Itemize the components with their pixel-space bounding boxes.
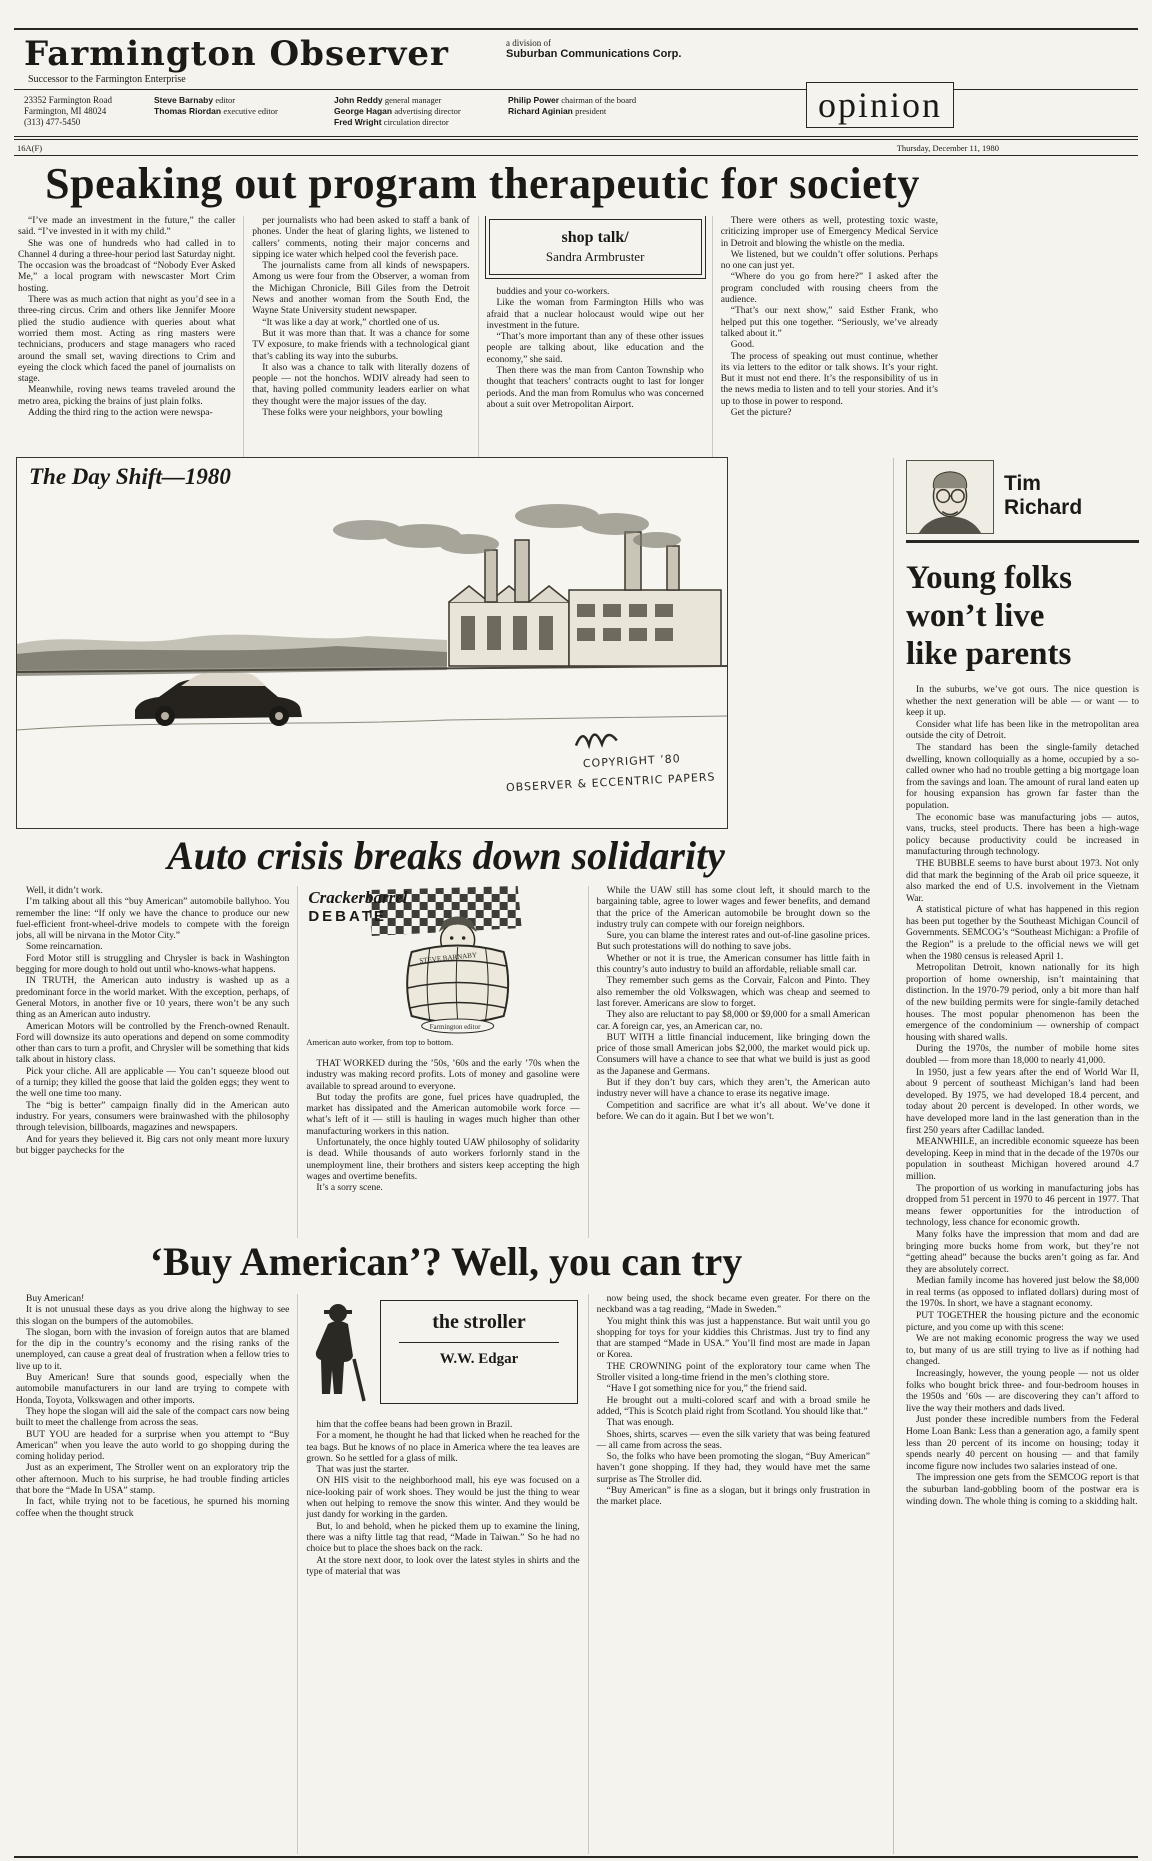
article1-headline: Speaking out program therapeutic for society [45,159,920,208]
columnist-photo [906,460,994,534]
staff-name: Steve Barnaby [154,95,214,105]
cartoon-signature [504,728,716,794]
division-line1: a division of [506,38,551,48]
staff-column-managers [334,95,461,128]
crackerbarrel-line1: Crackerbarrel [308,888,408,907]
page-marker: 16A(F) [17,143,43,153]
staff-role: editor [215,95,236,105]
division-note [506,38,681,60]
article3-col2 [297,1294,587,1854]
shop-talk-author: Sandra Armbruster [545,249,645,264]
stroller-label-box [380,1300,577,1404]
staff-line [154,95,278,106]
stroller-author: W.W. Edgar [439,1351,519,1367]
dateline-row [14,142,1138,156]
barrel-name-text: STEVE BARNABY [419,950,478,965]
newspaper-subtitle: Successor to the Farmington Enterprise [28,74,186,85]
shop-talk-box [489,219,702,275]
staff-role: executive editor [223,106,278,116]
masthead [14,28,1138,140]
publisher-address [24,95,112,128]
article3-columns [16,1294,878,1854]
staff-role: president [575,106,607,116]
bottom-page-rule [14,1856,1138,1858]
staff-name: Fred Wright [334,117,382,127]
address-line: Farmington, MI 48024 [24,106,107,116]
staff-role: general manager [384,95,442,105]
staff-role: chairman of the board [561,95,637,105]
editorial-cartoon [16,457,728,829]
staff-line [334,106,461,117]
tim-column-body: In the suburbs, we’ve got ours. The nice question is whether the next generation will be able — or want — to keep it up. Consider what life has been like in the metropolitan area outside the city of Detroit. The standard has been the single-family detached dwelling, known colloquially as a home, occupied by a so-called owner who had no trouble getting a big mortgage loan from the savings and loan. The amount of rural land eaten up for housing expansion has grown far faster than the population. The economic base was manufacturing jobs — autos, vans, trucks, steel products. There has been a high-wage policy because productivity could be increased in manufacturing through technology. THE BUBBLE seems to have burst about 1973. Not only did that mark the beginning of the Arab oil price squeeze, it also marked the end of U.S. involvement in the Vietnam War. A statistical picture of what has happened in this region has been put together by the Southeast Michigan Council of Governments. SEMCOG’s “Southeast Michigan: a Profile of the Region” is a prelude to the official news we will get when the 1980 census is released April 1. Metropolitan Detroit, known nationally for its high proportion of home ownership, isn’t maintaining that distinction. In the 1970-79 period, only a bit more than half of the new building permits were for single-family detached houses. The most popular phenomenon has been the emergence of the condominium — ownership of compact housing with shared walls. During the 1970s, the number of mobile home sites doubled — from more than 18,000 to nearly 41,000. In 1950, just a few years after the end of World War II, about 9 percent of southeast Michigan’s land had been developed. By 1975, we had developed 18.4 percent, and today about 20 percent is developed. In other words, we have developed more land in the last generation than in the first 250 years after Cadillac landed. MEANWHILE, an incredible economic squeeze has been developing. Keep in mind that in the decade of the 1970s our population in southeast Michigan hovered around 4.7 million. The proportion of us working in manufacturing jobs has dropped from 51 percent in 1970 to 46 percent in 1977. That means fewer opportunities for the introduction of technology, less chance for economic growth. Many folks have the impression that mom and dad are bringing more bucks home from work, but they’re not “getting ahead” because the bucks aren’t going as far. And they are absolutely correct. Median family income has hovered just below the $8,000 in real terms (as opposed to inflated dollars) during most of the 1970s. In short, we have a stagnant economy. PUT TOGETHER the housing picture and the economic picture, and you come up with this scene: We are not making economic progress the way we used to, but many of us are still trying to live as if nothing had changed. Increasingly, however, the young people — not us older folks who bought brick three- and four-bedroom houses in the 1950s and ’60s — are discovering they can’t afford to live the way their mothers and dads lived. Just ponder these incredible numbers from the Federal Home Loan Bank: Less than a generation ago, a family spent less than 20 percent of its income on housing; today it spends nearly 40 percent on housing — and that family income figure now includes two salaries instead of one. The impression one gets from the SEMCOG report is that the suburban land-gobbling boom of the postwar era is winding down. The whole thing is coming to a skidding halt. [906,685,1139,1507]
article3-headline: ‘Buy American’? Well, you can try [149,1239,743,1284]
tim-richard-column [906,460,1139,1853]
headline-line: won’t live [906,598,1045,634]
article2-col1: Well, it didn’t work. I’m talking about all this “buy American” automobile ballyhoo. You remember the line: “If only we have the chance to produce our new fuel-efficient front-wheel-drive models to compete with the foreign jobs, all will be nirvana in the Motor City.” Some reincarnation. Ford Motor still is struggling and Chrysler is back in Washington begging for more dough to hold out until who-knows-what happens. IN TRUTH, the American auto industry is washed up as a predominant force in the world market. With the exception, perhaps, of General Motors, in another five or 10 years, there won’t be any such thing as an American auto industry. American Motors will be controlled by the French-owned Renault. Ford will downsize its auto operations and depend on some commodity other than cars to turn a profit, and Chrysler will be something that kids talk about in history class. Pick your cliche. All are applicable — You can’t squeeze blood out of a turnip; they killed the goose that laid the golden eggs; they went to the well one time too many. The “big is better” campaign finally did in the American auto industry. For years, consumers were brainwashed with the philosophy through television, billboards, magazines and newspapers. And for years they believed it. Big cars not only meant more luxury but bigger paychecks for the [16,886,290,1156]
masthead-top-row [14,30,1138,90]
article2-col3: While the UAW still has some clout left, it should march to the bargaining table, agree to lower wages and fewer benefits, and demand that the price of the American automobile be brought down so the industry truly can compete with our foreign neighbors. Sure, you can blame the interest rates and out-of-line gasoline prices. But such protestations will do nothing to save jobs. Whether or not it is true, the American consumer has little faith in this country’s auto industry to build an affordable, reliable small car. They remember such gems as the Corvair, Falcon and Pinto. They also remember the old Volkswagen, which was cheap and seemed to last forever. Americans are slow to forget. They also are reluctant to pay $8,000 or $9,000 for a small American car. A foreign car, yes, an American car, no. BUT WITH a little financial inducement, like bringing down the price of those small American jobs $2,000, the market would pick up. Consumers will have a chance to see that what we build is just as good as the Japanese and Germans. But if they don’t buy cars, which they aren’t, the American auto industry never will have a chance to erase its negative image. Competition and sacrifice are what it’s all about. We’ve done it before. We can do it again. But I bet we won’t. [588,886,878,1238]
headline-line: like parents [906,636,1072,672]
article2-col2-text: THAT WORKED during the ’50s, ’60s and the early ’70s when the industry was making record profits. Lots of money and gasoline were available to spread around to everyone. But today the profits are gone, fuel prices have quadrupled, the market has dissipated and the American automobile work force — what’s left of it — still is hauling in wages much higher than other manufacturing workers in this nation. Unfortunately, the once highly touted UAW philosophy of solidarity is dead. While thousands of auto workers forlornly stand in the unemployment line, their brothers and sisters keep accepting the high wages and overtime benefits. It’s a sorry scene. [306,1059,580,1194]
staff-name: Richard Aginian [508,106,573,116]
staff-line [334,117,461,128]
article2-headline: Auto crisis breaks down solidarity [167,833,725,878]
address-line: 23352 Farmington Road [24,95,112,105]
masthead-info-row [14,84,1138,138]
crackerbarrel-figure [306,886,579,1034]
cartoon-credit-text: OBSERVER & ECCENTRIC PAPERS [505,770,716,795]
article1-col2: per journalists who had been asked to staff a bank of phones. Under the heat of glaring lights, we listened to callers’ comments, noting their major concerns and sipping ice water which helped cool the feverish pace. The journalists came from all kinds of newspapers. Among us were four from the Observer, a woman from the Michigan Chronicle, Bill Giles from the Detroit News and another woman from the South End, the Wayne State University student newspaper. “It was like a day at work,” chortled one of us. But it was more than that. It was a chance for some TV exposure, to make friends with a technological giant that’s cabling its way into the suburbs. It also was a chance to talk with literally dozens of people — not the honchos. WDIV already had seen to that, having polled community leaders earlier on what they thought were the major issues of the day. These folks were your neighbors, your bowling [243,216,477,458]
stroller-figure [306,1294,579,1410]
columnist-last-name: Richard [1004,496,1083,519]
staff-line [154,106,278,117]
staff-role: circulation director [383,117,449,127]
article1-col3 [478,216,712,458]
staff-name: Thomas Riordan [154,106,222,116]
stroller-title: the stroller [432,1311,526,1333]
article3-col3: now being used, the shock became even greater. For there on the neckband was a tag reading, “Made in Sweden.” You might think this was just a happenstance. But wait until you go shopping for toys for your kiddies this Christmas. Just try to find any that are stamped “Made in USA.” You’ll find most are made in Japan or Korea. THE CROWNING point of the exploratory tour came when The Stroller visited a long-time friend in the men’s clothing store. “Have I got something nice for you,” the friend said. He brought out a multi-colored scarf and with a broad smile he added, “This is Scotch plaid right from Scotland. You should like that.” That was enough. Shoes, shirts, scarves — even the silk variety that was being featured — all came from across the seas. So, the folks who have been promoting the slogan, “Buy American” haven’t gone shopping. If they had, they would have met the same surprise as The Stroller did. “Buy American” is fine as a slogan, but it brings only frustration in the market place. [588,1294,878,1854]
crackerbarrel-title [308,888,407,925]
newspaper-title: Farmington Observer [24,34,449,74]
staff-line [334,95,461,106]
cartoon-copyright-text: COPYRIGHT ’80 [582,752,682,771]
cartoon-car [135,673,302,726]
barrel-tag-text: Farmington editor [429,1023,481,1031]
columnist-name [1004,460,1082,534]
column-divider-rule [893,458,894,1854]
tim-column-headline [906,559,1139,673]
staff-name: John Reddy [334,95,383,105]
cartoon-title: The Day Shift—1980 [29,464,231,489]
stroller-silhouette [306,1294,370,1410]
columnist-header [906,460,1139,543]
article1-columns [18,216,946,458]
crackerbarrel-line2: DEBATE [308,908,387,925]
cartoon-drawing [17,494,727,828]
staff-column-executives [508,95,636,117]
article1-col4: There were others as well, protesting toxic waste, criticizing improper use of Emergency Medical Service in Detroit and blowing the whistle on the media. We listened, but we couldn’t offer solutions. Perhaps no one can just yet. “Where do you go from here?” I asked after the program concluded with rousing cheers from the audience. “That’s our next show,” said Esther Frank, who helped put this one together. “Seriously, we’ve already talked about it.” Good. The process of speaking out must continue, whether its via letters to the editor or talk shows. It’s your right. But it must not end there. It’s the responsibility of us in the news media to listen and to tell your stories. And it’s up to those in power to respond. Get the picture? [712,216,946,458]
headline-line: Young folks [906,560,1072,596]
crackerbarrel-caption: American auto worker, from top to bottom. [306,1037,454,1047]
article1-col1: “I’ve made an investment in the future,” the caller said. “I’ve invested in it with my child.” She was one of hundreds who had called in to Channel 4 during a three-hour period last Saturday night. The occasion was the broadcast of “Nobody Ever Asked Me,” a local program with newscaster Mort Crim hosting. There was as much action that night as you’d see in a three-ring circus. Crim and others like Jennifer Moore plied the studio audience with queries about what worried them most. Acting as ring masters were technicians, producers and stage managers who raced around the small set, waving directions to Crim and eyeing the clock which faced the panel of journalists on stage. Meanwhile, roving news teams traveled around the metro area, picking the brains of just plain folks. Adding the third ring to the action were newspa- [18,216,236,419]
shop-talk-title: shop talk/ [561,229,629,246]
stroller-divider [399,1342,558,1343]
staff-line [508,106,636,117]
article1-col3-text: buddies and your co-workers. Like the woman from Farmington Hills who was afraid that a nuclear holocaust would wipe out her investment in the future. “That’s more important than any of these other issues people are talking about, like education and the economy,” she said. Then there was the man from Canton Township who thought that teachers’ contracts ought to last for longer periods. And the man from Romulus who was concerned about a suit over Metropolitan Airport. [486,287,704,410]
section-label-opinion [806,82,954,128]
staff-name: Philip Power [508,95,560,105]
staff-role: advertising director [394,106,461,116]
article3-col1: Buy American! It is not unusual these days as you drive along the highway to see this slogan on the bumpers of the automobiles. The slogan, born with the invasion of foreign autos that are blamed for the dip in the country’s economy and the rising ranks of the unemployed, can cause a great deal of frustration when a fellow tries to live up to it. Buy American! Sure that sounds good, especially when the automobile manufacturers in our land are trying to compete with Honda, Toyota, Volkswagen and other imports. They hope the slogan will aid the sale of the compact cars now being built to meet the challenge from across the seas. BUT YOU are headed for a surprise when you attempt to “Buy American” when you leave the auto world to go shopping during the coming holiday period. Just as an experiment, The Stroller went on an exploratory trip the other afternoon. Much to his surprise, he had trouble finding articles that bore the “Made In USA” stamp. In fact, while trying not to be facetious, he spurned his morning coffee when the thought struck [16,1294,290,1519]
article3-col2-text: him that the coffee beans had been grown in Brazil. For a moment, he thought he had that licked when he reached for the tea bags. But he knows of no place in America where the tea leaves are grown. So he settled for a glass of milk. That was just the starter. ON HIS visit to the neighborhood mall, his eye was focused on a nice-looking pair of work shoes. They would be just the thing to wear when out helping to remove the snow this winter. And they would be just dandy for working in the garden. But, lo and behold, when he picked them up to examine the lining, there was a nifty little tag that read, “Made in Taiwan.” So he had no choice but to place the shoes back on the rack. At the store next door, to look over the latest styles in shirts and the type of material that was [306,1420,580,1577]
staff-column-editors [154,95,278,117]
columnist-first-name: Tim [1004,472,1041,495]
division-line2: Suburban Communications Corp. [506,48,682,60]
address-line: (313) 477-5450 [24,117,81,127]
staff-line [508,95,636,106]
staff-name: George Hagan [334,106,393,116]
issue-date: Thursday, December 11, 1980 [896,143,999,153]
section-label-text: opinion [817,84,942,125]
article2-columns [16,886,878,1238]
article2-col2 [297,886,587,1238]
